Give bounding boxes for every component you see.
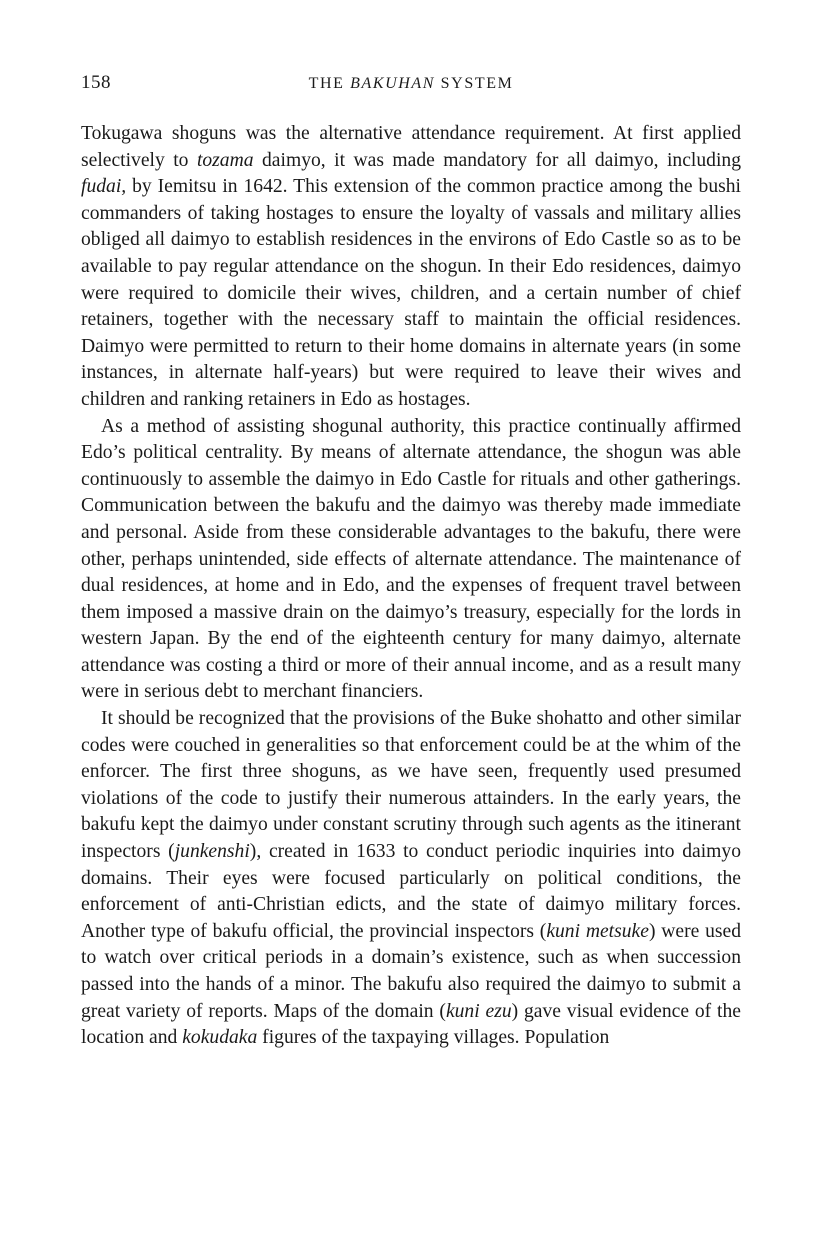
text-run: daimyo, it was made mandatory for all daimyo, including (253, 149, 741, 171)
text-run: It should be recognized that the provisions of the Buke shohatto and other similar codes were couched in generalities so that enforcement could be at the whim of the enforcer. The first three shoguns, as we have seen, frequently used presumed violations of the code to justify their numerous attainders. In the early years, the bakufu kept the daimyo under constant scrutiny through such agents as the itinerant inspectors ( (81, 708, 741, 863)
page-number: 158 (81, 72, 111, 93)
running-title (81, 72, 741, 93)
text-run: ) gave visual evidence of the location and (81, 1000, 741, 1049)
italic-term: kuni ezu (445, 1000, 512, 1022)
text-run: by Iemitsu in 1642. This extension of the common practice among the bushi commanders of taking hostages to ensure the loyalty of vassals and military allies obliged all daimyo to establish residences in the environs of Edo Castle so as to be available to pay regular attendance on the shogun. In their Edo residences, daimyo were required to domicile their wives, children, and a certain number of chief retainers, together with the necessary staff to maintain the official residences. Daimyo were permitted to return to their home domains in alternate years (in some instances, in alternate half-years) but were required to leave their wives and children and ranking retainers in Edo as hostages. (81, 176, 741, 410)
body-text (81, 121, 741, 1052)
italic-term: kuni metsuke (546, 920, 649, 942)
italic-term: fudai, (81, 176, 127, 198)
paragraph (81, 414, 741, 707)
running-title-em: BAKUHAN (350, 75, 436, 92)
text-run: Tokugawa shoguns was the alternative attendance requirement. At first applied selectively to (81, 123, 741, 171)
running-head (81, 72, 741, 100)
paragraph (81, 706, 741, 1052)
text-run: ), created in 1633 to conduct periodic inquiries into daimyo domains. Their eyes were focused particularly on political conditions, the enforcement of anti-Christian edicts, and the state of daimyo military forces. Another type of bakufu official, the provincial inspectors ( (81, 841, 741, 942)
running-title-pre: THE (308, 75, 351, 92)
italic-term: junkenshi (174, 841, 250, 863)
paragraph (81, 121, 741, 414)
text-run: As a method of assisting shogunal authority, this practice continually affirmed Edo’s political centrality. By means of alternate attendance, the shogun was able continuously to assemble the daimyo in Edo Castle for rituals and other gatherings. Communication between the bakufu and the daimyo was thereby made immediate and personal. Aside from these considerable advantages to the bakufu, there were other, perhaps unintended, side effects of alternate attendance. The maintenance of dual residences, at home and in Edo, and the expenses of frequent travel between them imposed a massive drain on the daimyo’s treasury, especially for the lords in western Japan. By the end of the eighteenth century for many daimyo, alternate attendance was costing a third or more of their annual income, and as a result many were in serious debt to merchant financiers. (81, 415, 741, 703)
text-run: figures of the taxpaying villages. Population (257, 1027, 610, 1049)
text-run: ) were used to watch over critical periods in a domain’s existence, such as when succession passed into the hands of a minor. The bakufu also required the daimyo to submit a great variety of reports. Maps of the domain ( (81, 920, 741, 1022)
running-title-post: SYSTEM (435, 75, 514, 92)
italic-term: tozama (196, 149, 254, 171)
italic-term: kokudaka (182, 1027, 258, 1049)
